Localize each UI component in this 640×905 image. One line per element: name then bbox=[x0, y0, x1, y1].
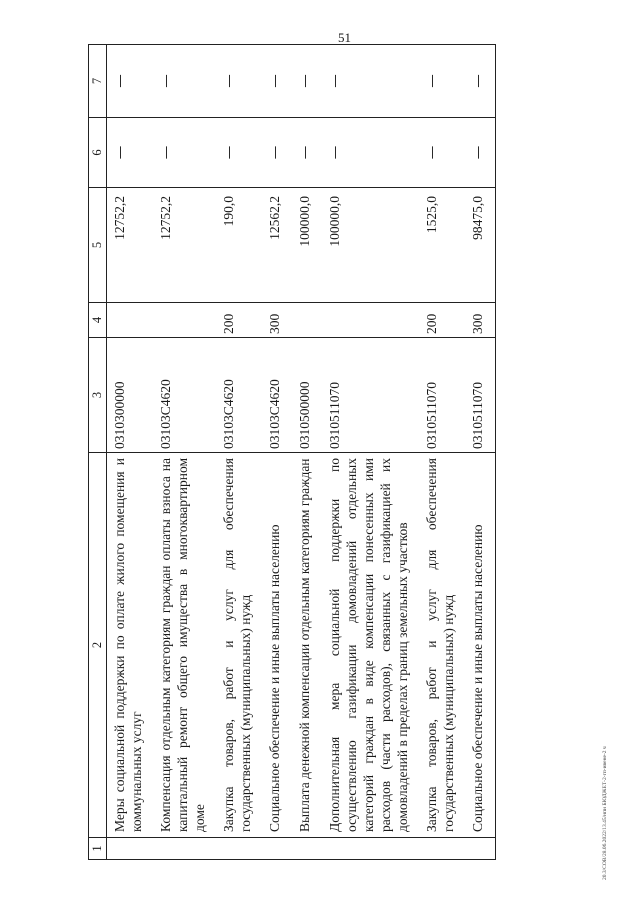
dash-mark: — bbox=[158, 145, 174, 160]
row-number-cell bbox=[153, 838, 216, 860]
amount-cell: 100000,0 bbox=[322, 188, 419, 303]
code-cell: 03103С4620 bbox=[262, 338, 292, 453]
expense-type-cell: 300 bbox=[262, 303, 292, 338]
expense-type-cell bbox=[107, 303, 154, 338]
dash-cell bbox=[322, 118, 419, 188]
table-row bbox=[262, 45, 292, 860]
expense-type-cell bbox=[292, 303, 322, 338]
description-cell: Закупка товаров, работ и услуг для обеспечения государственных (муниципальных) нужд bbox=[216, 453, 262, 838]
dash-cell bbox=[153, 118, 216, 188]
table-row bbox=[216, 45, 262, 860]
header-col-5: 5 bbox=[89, 188, 107, 303]
dash-cell bbox=[107, 118, 154, 188]
expense-type-cell: 300 bbox=[465, 303, 496, 338]
header-col-4: 4 bbox=[89, 303, 107, 338]
dash-mark: — bbox=[470, 145, 486, 160]
row-number-cell bbox=[262, 838, 292, 860]
row-number-cell bbox=[292, 838, 322, 860]
rotated-table-area bbox=[88, 45, 558, 860]
dash-mark: — bbox=[267, 145, 283, 160]
dash-cell bbox=[322, 45, 419, 118]
dash-cell bbox=[262, 45, 292, 118]
table-row bbox=[419, 45, 465, 860]
header-col-2: 2 bbox=[89, 453, 107, 838]
code-cell: 0310300000 bbox=[107, 338, 154, 453]
description-cell: Социальное обеспечение и иные выплаты населению bbox=[465, 453, 496, 838]
amount-cell: 190,0 bbox=[216, 188, 262, 303]
dash-cell bbox=[216, 118, 262, 188]
description-cell: Меры социальной поддержки по оплате жилого помещения и коммунальных услуг bbox=[107, 453, 154, 838]
code-cell: 03103С4620 bbox=[216, 338, 262, 453]
header-col-7: 7 bbox=[89, 45, 107, 118]
dash-cell bbox=[465, 118, 496, 188]
dash-mark: — bbox=[112, 145, 128, 160]
dash-cell bbox=[107, 45, 154, 118]
amount-cell: 1525,0 bbox=[419, 188, 465, 303]
dash-mark: — bbox=[424, 74, 440, 88]
description-cell: Выплата денежной компенсации отдельным категориям граждан bbox=[292, 453, 322, 838]
dash-mark: — bbox=[221, 74, 237, 88]
row-number-cell bbox=[419, 838, 465, 860]
amount-cell: 100000,0 bbox=[292, 188, 322, 303]
dash-mark: — bbox=[158, 74, 174, 88]
table-row bbox=[322, 45, 419, 860]
code-cell: 03103С4620 bbox=[153, 338, 216, 453]
dash-mark: — bbox=[221, 145, 237, 160]
dash-mark: — bbox=[297, 145, 313, 160]
table-header-row bbox=[89, 45, 107, 860]
expense-type-cell bbox=[322, 303, 419, 338]
amount-cell: 12752,2 bbox=[107, 188, 154, 303]
dash-mark: — bbox=[327, 74, 343, 88]
dash-cell bbox=[262, 118, 292, 188]
dash-cell bbox=[153, 45, 216, 118]
dash-cell bbox=[292, 118, 322, 188]
row-number-cell bbox=[322, 838, 419, 860]
dash-cell bbox=[292, 45, 322, 118]
row-number-cell bbox=[216, 838, 262, 860]
description-cell: Социальное обеспечение и иные выплаты населению bbox=[262, 453, 292, 838]
header-col-3: 3 bbox=[89, 338, 107, 453]
footer-reference: 20.3/СОВ/28.06.2022/13.45/нпи БЮДЖЕТ-2-гп-ивене-2 ч bbox=[602, 746, 608, 880]
dash-cell bbox=[216, 45, 262, 118]
expense-type-cell: 200 bbox=[419, 303, 465, 338]
table-row bbox=[292, 45, 322, 860]
dash-mark: — bbox=[424, 145, 440, 160]
row-number-cell bbox=[465, 838, 496, 860]
header-col-6: 6 bbox=[89, 118, 107, 188]
dash-mark: — bbox=[327, 145, 343, 160]
dash-cell bbox=[419, 118, 465, 188]
dash-mark: — bbox=[297, 74, 313, 88]
description-cell: Дополнительная мера социальной поддержки по осуществлению газификации домовладений отдельных категорий граждан в виде компенсации понесенных ими расходов (части расходов), связанных с газификацией их домовладений в пределах границ земельных участков bbox=[322, 453, 419, 838]
table-row bbox=[107, 45, 154, 860]
code-cell: 0310511070 bbox=[322, 338, 419, 453]
description-cell: Закупка товаров, работ и услуг для обеспечения государственных (муниципальных) нужд bbox=[419, 453, 465, 838]
amount-cell: 12562,2 bbox=[262, 188, 292, 303]
table-body bbox=[107, 45, 496, 860]
row-number-cell bbox=[107, 838, 154, 860]
page-number: 51 bbox=[338, 30, 351, 45]
expense-type-cell bbox=[153, 303, 216, 338]
table-row bbox=[153, 45, 216, 860]
code-cell: 0310511070 bbox=[465, 338, 496, 453]
amount-cell: 98475,0 bbox=[465, 188, 496, 303]
dash-cell bbox=[419, 45, 465, 118]
table-row bbox=[465, 45, 496, 860]
dash-mark: — bbox=[470, 74, 486, 88]
description-cell: Компенсация отдельным категориям граждан оплаты взноса на капитальный ремонт общего имущества в многоквартирном доме bbox=[153, 453, 216, 838]
code-cell: 0310511070 bbox=[419, 338, 465, 453]
dash-cell bbox=[465, 45, 496, 118]
header-col-1: 1 bbox=[89, 838, 107, 860]
dash-mark: — bbox=[112, 74, 128, 88]
code-cell: 0310500000 bbox=[292, 338, 322, 453]
dash-mark: — bbox=[267, 74, 283, 88]
amount-cell: 12752,2 bbox=[153, 188, 216, 303]
expense-type-cell: 200 bbox=[216, 303, 262, 338]
budget-table bbox=[88, 44, 496, 860]
